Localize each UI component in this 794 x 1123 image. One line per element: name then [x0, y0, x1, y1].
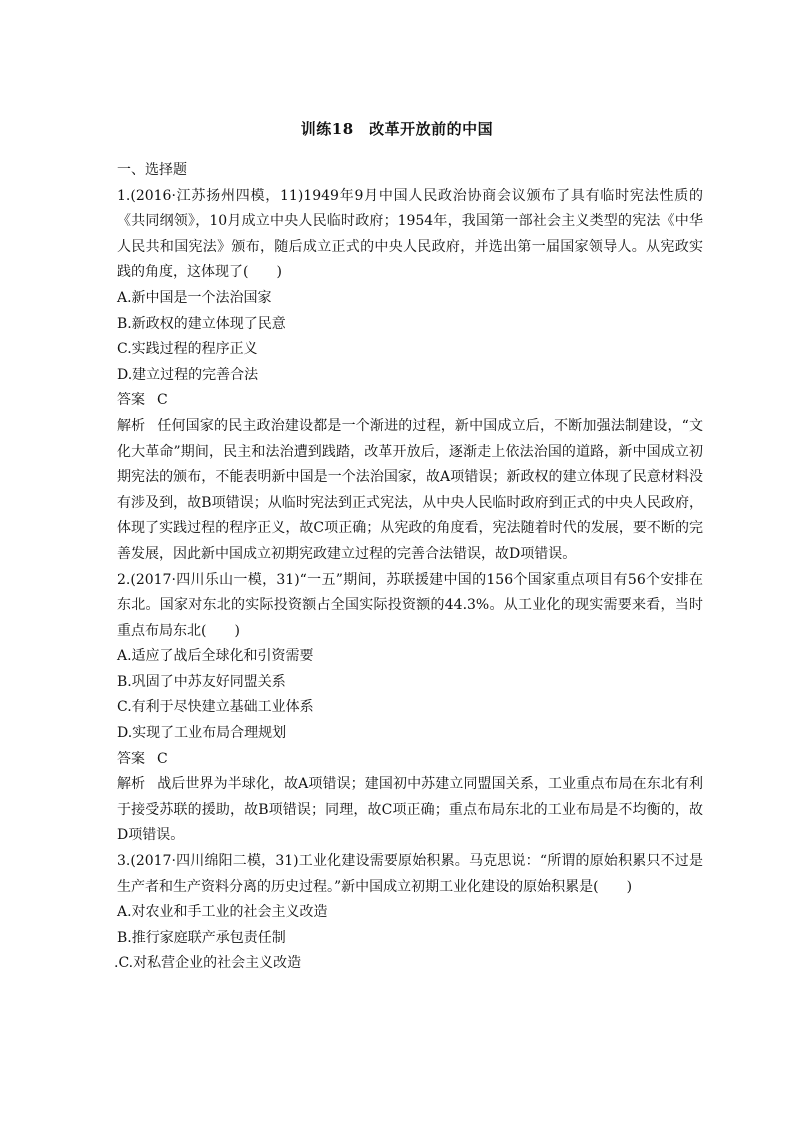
analysis-label: 解析: [117, 417, 146, 434]
question-2-answer: [117, 747, 703, 773]
section-heading: 一、选择题: [117, 162, 187, 178]
analysis-label: 解析: [117, 776, 146, 793]
page-title: 训练18 改革开放前的中国: [300, 120, 494, 138]
question-1-analysis: [117, 414, 703, 568]
answer-label: 答案: [117, 750, 145, 767]
question-3-option-c: .C.对私营企业的社会主义改造: [114, 955, 302, 972]
answer-value: C: [157, 750, 168, 767]
question-3-option-a: A.对农业和手工业的社会主义改造: [117, 904, 328, 921]
question-1-option-b: B.新政权的建立体现了民意: [117, 315, 286, 332]
analysis-text: 战后世界为半球化，故A项错误；建国初中苏建立同盟国关系，工业重点布局在东北有利于接受苏联的援助，故B项错误；同理，故C项正确；重点布局东北的工业布局是不均衡的，故D项错误。: [117, 776, 704, 844]
question-1-answer: [117, 388, 703, 414]
question-1-stem: 1.(2016·江苏扬州四模，11)1949年9月中国人民政治协商会议颁布了具有临时宪法性质的《共同纲领》，10月成立中央人民临时政府；1954年，我国第一部社会主义类型的宪法《中华人民共和国宪法》颁布，随后成立正式的中央人民政府，并选出第一届国家领导人。从宪政实践的角度，这体现了( ): [117, 187, 703, 281]
question-2-option-a: A.适应了战后全球化和引资需要: [117, 648, 314, 665]
question-1-option-c: C.实践过程的程序正义: [117, 341, 258, 358]
question-2-stem: 2.(2017·四川乐山一模，31)“一五”期间，苏联援建中国的156个国家重点项目有56个安排在东北。国家对东北的实际投资额占全国实际投资额的44.3%。从工业化的现实需要来看，当时重点布局东北( ): [117, 571, 703, 639]
question-2-analysis: [117, 772, 703, 849]
question-2-option-c: C.有利于尽快建立基础工业体系: [117, 699, 314, 716]
answer-value: C: [157, 392, 168, 409]
question-1-option-d: D.建立过程的完善合法: [117, 366, 259, 383]
answer-label: 答案: [117, 392, 145, 409]
question-3-option-b: B.推行家庭联产承包责任制: [117, 929, 286, 946]
question-2-option-d: D.实现了工业布局合理规划: [117, 725, 287, 742]
question-1-option-a: A.新中国是一个法治国家: [117, 289, 272, 306]
question-2-option-b: B.巩固了中苏友好同盟关系: [117, 673, 286, 690]
question-3-stem: 3.(2017·四川绵阳二模，31)工业化建设需要原始积累。马克思说：“所谓的原始积累只不过是生产者和生产资料分离的历史过程。”新中国成立初期工业化建设的原始积累是( ): [117, 853, 703, 895]
analysis-text: 任何国家的民主政治建设都是一个渐进的过程，新中国成立后，不断加强法制建设，“文化大革命”期间，民主和法治遭到践踏，改革开放后，逐渐走上依法治国的道路，新中国成立初期宪法的颁布，不能表明新中国是一个法治国家，故A项错误；新政权的建立体现了民意材料没有涉及到，故B项错误；从临时宪法到正式宪法，从中央人民临时政府到正式的中央人民政府，体现了实践过程的程序正义，故C项正确；从宪政的角度看，宪法随着时代的发展，要不断的完善发展，因此新中国成立初期宪政建立过程的完善合法错误，故D项错误。: [117, 417, 704, 562]
document-body: [114, 158, 704, 977]
